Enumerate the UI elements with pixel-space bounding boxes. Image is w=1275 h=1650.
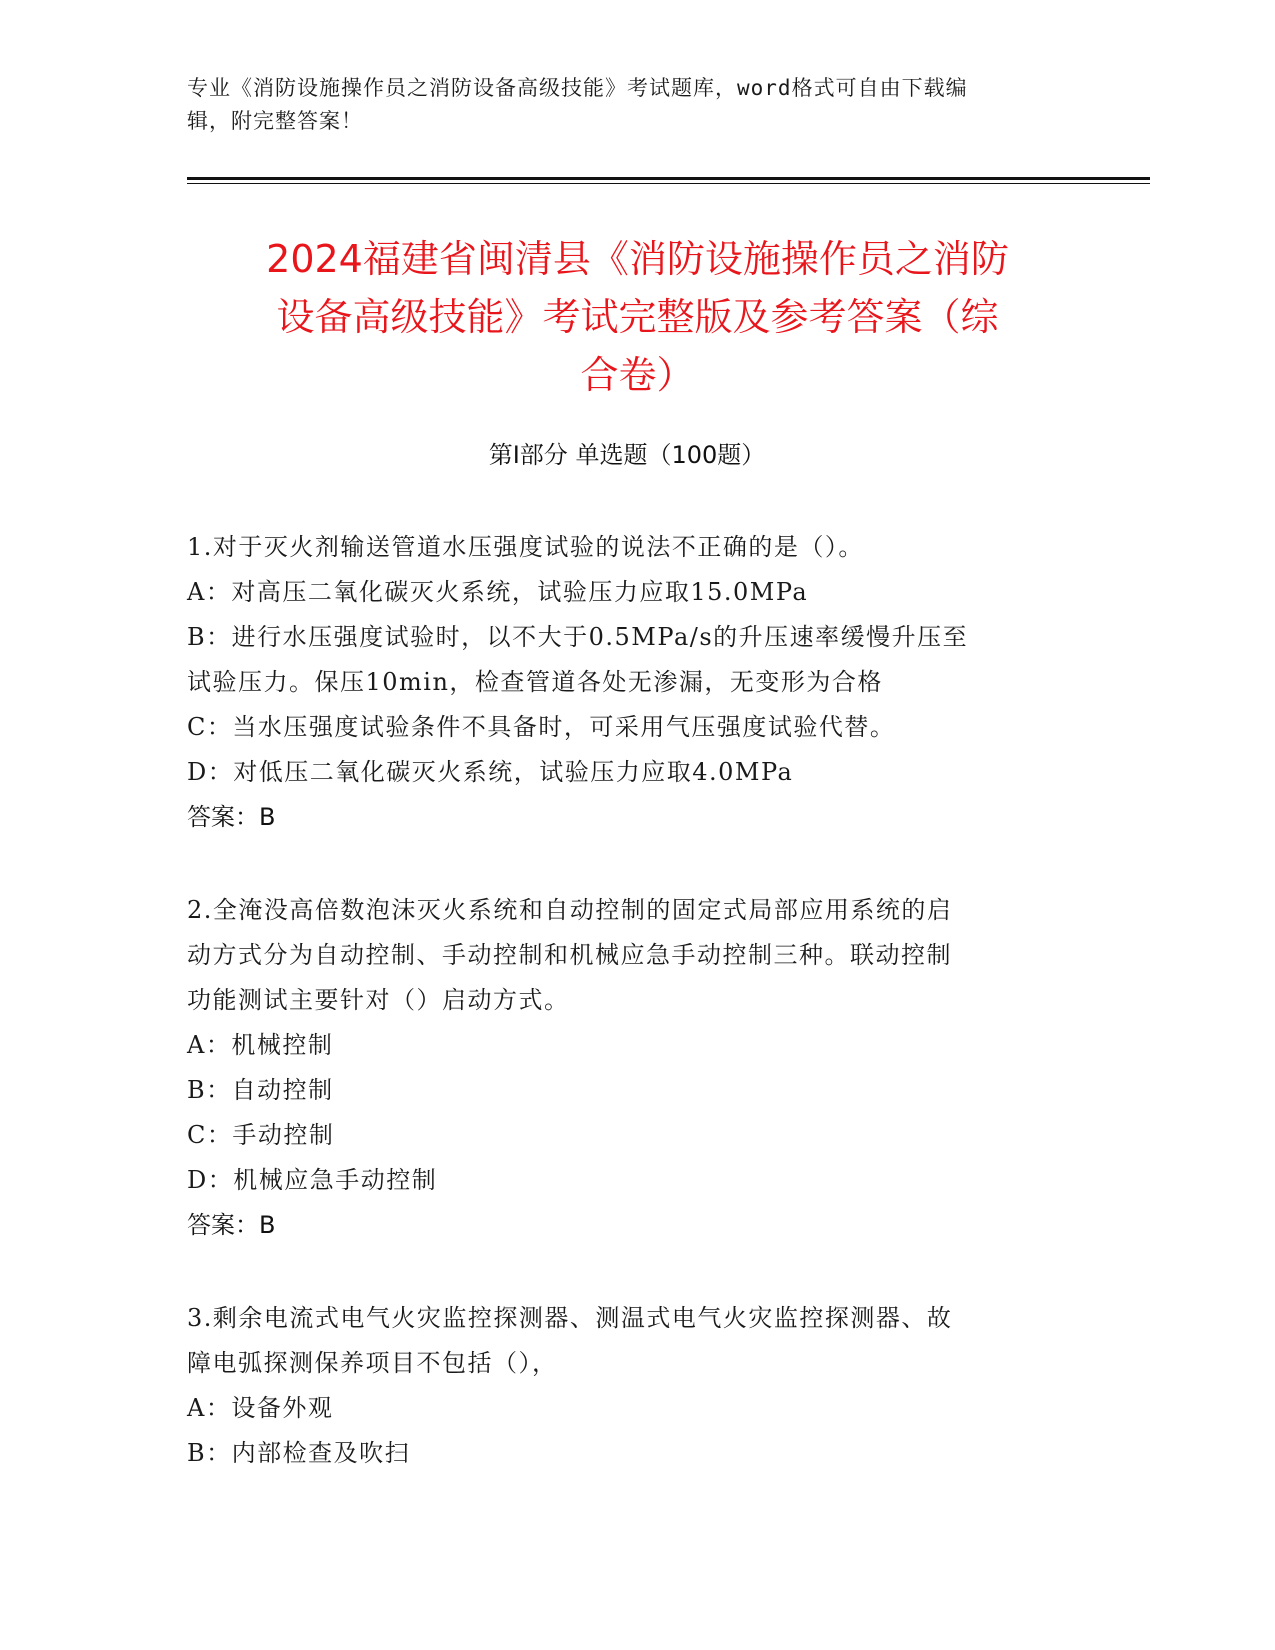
option-line: D：对低压二氧化碳灭火系统，试验压力应取4.0MPa xyxy=(187,758,794,786)
header-divider-thick xyxy=(187,177,1150,180)
option-line: C：当水压强度试验条件不具备时，可采用气压强度试验代替。 xyxy=(187,713,896,741)
question-1 xyxy=(187,525,1067,840)
answer-line: 答案：B xyxy=(187,1211,276,1239)
option-line: D：机械应急手动控制 xyxy=(187,1166,438,1194)
header-note xyxy=(187,72,1067,138)
header-note-line-2: 辑，附完整答案！ xyxy=(187,109,363,133)
document-title xyxy=(160,230,1115,404)
question-stem-line: 动方式分为自动控制、手动控制和机械应急手动控制三种。联动控制 xyxy=(187,941,952,969)
document-title-line-1: 2024福建省闽清县《消防设施操作员之消防 xyxy=(266,237,1009,281)
option-line: 试验压力。保压10min，检查管道各处无渗漏，无变形为合格 xyxy=(187,668,883,696)
question-stem-line: 2.全淹没高倍数泡沫灭火系统和自动控制的固定式局部应用系统的启 xyxy=(187,896,953,924)
option-line: B：自动控制 xyxy=(187,1076,334,1104)
option-line: A：设备外观 xyxy=(187,1394,334,1422)
header-note-line-1: 专业《消防设施操作员之消防设备高级技能》考试题库，word格式可自由下载编 xyxy=(187,76,968,100)
answer-line: 答案：B xyxy=(187,803,276,831)
document-title-line-2: 设备高级技能》考试完整版及参考答案（综 xyxy=(276,295,999,339)
question-list xyxy=(187,525,1067,1524)
question-stem-line: 障电弧探测保养项目不包括（）， xyxy=(187,1349,558,1377)
question-stem-line: 功能测试主要针对（）启动方式。 xyxy=(187,986,570,1014)
section-title: 第Ⅰ部分 单选题（100题） xyxy=(488,441,766,469)
option-line: B：进行水压强度试验时，以不大于0.5MPa/s的升压速率缓慢升压至 xyxy=(187,623,969,651)
option-line: C：手动控制 xyxy=(187,1121,335,1149)
header-divider-thin xyxy=(187,183,1150,184)
document-title-line-3: 合卷） xyxy=(580,353,695,397)
option-line: A：机械控制 xyxy=(187,1031,334,1059)
option-line: A：对高压二氧化碳灭火系统，试验压力应取15.0MPa xyxy=(187,578,809,606)
question-stem-line: 1.对于灭火剂输送管道水压强度试验的说法不正确的是（）。 xyxy=(187,533,864,561)
question-2 xyxy=(187,888,1067,1248)
question-stem-line: 3.剩余电流式电气火灾监控探测器、测温式电气火灾监控探测器、故 xyxy=(187,1304,953,1332)
option-line: B：内部检查及吹扫 xyxy=(187,1439,411,1467)
question-3 xyxy=(187,1296,1067,1476)
